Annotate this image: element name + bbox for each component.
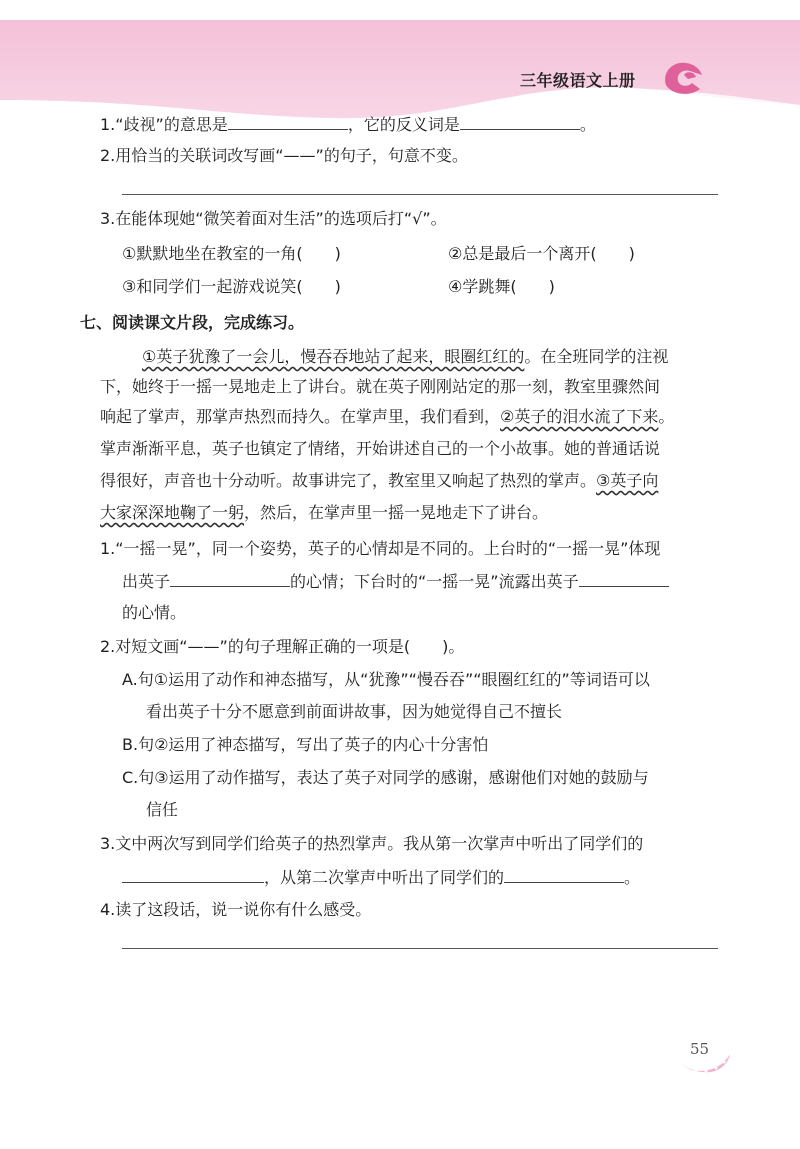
question-1 bbox=[100, 113, 596, 137]
swirl-logo-icon bbox=[660, 55, 706, 95]
s7-q2-option-a-cont: 看出英子十分不愿意到前面讲故事，因为她觉得自己不擅长 bbox=[146, 702, 563, 721]
passage-line-5 bbox=[100, 469, 658, 493]
passage-text: 。在全班同学的注视 bbox=[524, 347, 669, 366]
s7-q2-option-c[interactable]: C.句③运用了动作描写，表达了英子对同学的感谢，感谢他们对她的鼓励与 bbox=[122, 768, 649, 787]
passage-line-4: 掌声渐渐平息，英子也镇定了情绪，开始讲述自己的一个小故事。她的普通话说 bbox=[100, 439, 661, 458]
page-number: 55 bbox=[690, 1040, 710, 1058]
q1-text-c: 。 bbox=[579, 115, 596, 134]
s7-q3-blank-2[interactable] bbox=[504, 866, 624, 883]
s7-q1-line-2 bbox=[122, 570, 669, 594]
q3-option-2[interactable]: ②总是最后一个离开( ) bbox=[448, 244, 635, 263]
section-7-title: 七、阅读课文片段，完成练习。 bbox=[80, 313, 305, 332]
passage-text: ，然后，在掌声里一摇一晃地走下了讲台。 bbox=[244, 503, 549, 522]
passage-line-6 bbox=[100, 501, 548, 525]
q3-option-1[interactable]: ①默默地坐在教室的一角( ) bbox=[122, 244, 341, 263]
s7-question-3: 3.文中两次写到同学们给英子的热烈掌声。我从第一次掌声中听出了同学们的 bbox=[100, 834, 644, 853]
s7-q3-text: 。 bbox=[624, 868, 641, 887]
s7-q4-answer-line[interactable] bbox=[122, 948, 718, 949]
s7-q2-option-a[interactable]: A.句①运用了动作和神态描写，从“犹豫”“慢吞吞”“眼圈红红的”等词语可以 bbox=[122, 670, 650, 689]
s7-question-4: 4.读了这段话，说一说你有什么感受。 bbox=[100, 900, 372, 919]
s7-q1-text: 出英子 bbox=[122, 572, 171, 591]
s7-question-1: 1.“一摇一晃”，同一个姿势，英子的心情却是不同的。上台时的“一摇一晃”体现 bbox=[100, 539, 661, 558]
q1-text-b: ，它的反义词是 bbox=[347, 115, 460, 134]
s7-q1-text: 的心情；下台时的“一摇一晃”流露出英子 bbox=[290, 572, 579, 591]
passage-line-3 bbox=[100, 405, 674, 429]
question-2: 2.用恰当的关联词改写画“——”的句子，句意不变。 bbox=[100, 146, 468, 165]
q3-option-4[interactable]: ④学跳舞( ) bbox=[448, 277, 555, 296]
q1-blank-1[interactable] bbox=[228, 113, 348, 130]
question-3: 3.在能体现她“微笑着面对生活”的选项后打“√”。 bbox=[100, 209, 447, 228]
s7-q1-blank-1[interactable] bbox=[170, 570, 290, 587]
passage-line-1 bbox=[142, 345, 668, 369]
s7-q2-option-c-cont: 信任 bbox=[146, 800, 179, 819]
sentence-1-underlined: ①英子犹豫了一会儿，慢吞吞地站了起来，眼圈红红的 bbox=[142, 347, 525, 366]
s7-question-2: 2.对短文画“——”的句子理解正确的一项是( )。 bbox=[100, 637, 465, 656]
s7-q1-blank-2[interactable] bbox=[579, 570, 669, 587]
sentence-2-underlined: ②英子的泪水流了下来 bbox=[500, 407, 659, 426]
s7-q3-blank-1[interactable] bbox=[122, 866, 264, 883]
s7-q1-line-3: 的心情。 bbox=[122, 603, 187, 622]
passage-line-2: 下，她终于一摇一晃地走上了讲台。就在英子刚刚站定的那一刻，教室里骤然间 bbox=[100, 377, 661, 396]
q2-answer-line[interactable] bbox=[122, 194, 718, 195]
s7-q2-option-b[interactable]: B.句②运用了神态描写，写出了英子的内心十分害怕 bbox=[122, 735, 489, 754]
s7-q3-text: ，从第二次掌声中听出了同学们的 bbox=[264, 868, 505, 887]
passage-text: 响起了掌声，那掌声热烈而持久。在掌声里，我们看到， bbox=[100, 407, 501, 426]
q1-blank-2[interactable] bbox=[460, 113, 580, 130]
passage-text: 。 bbox=[658, 407, 675, 426]
book-title: 三年级语文上册 bbox=[520, 71, 636, 90]
q1-text-a: 1.“歧视”的意思是 bbox=[100, 115, 228, 134]
sentence-3-underlined-a: ③英子向 bbox=[596, 471, 659, 490]
passage-text: 得很好，声音也十分动听。故事讲完了，教室里又响起了热烈的掌声。 bbox=[100, 471, 597, 490]
sentence-3-underlined-b: 大家深深地鞠了一躬 bbox=[100, 503, 245, 522]
q3-option-3[interactable]: ③和同学们一起游戏说笑( ) bbox=[122, 277, 341, 296]
s7-q3-line-2 bbox=[122, 866, 640, 890]
